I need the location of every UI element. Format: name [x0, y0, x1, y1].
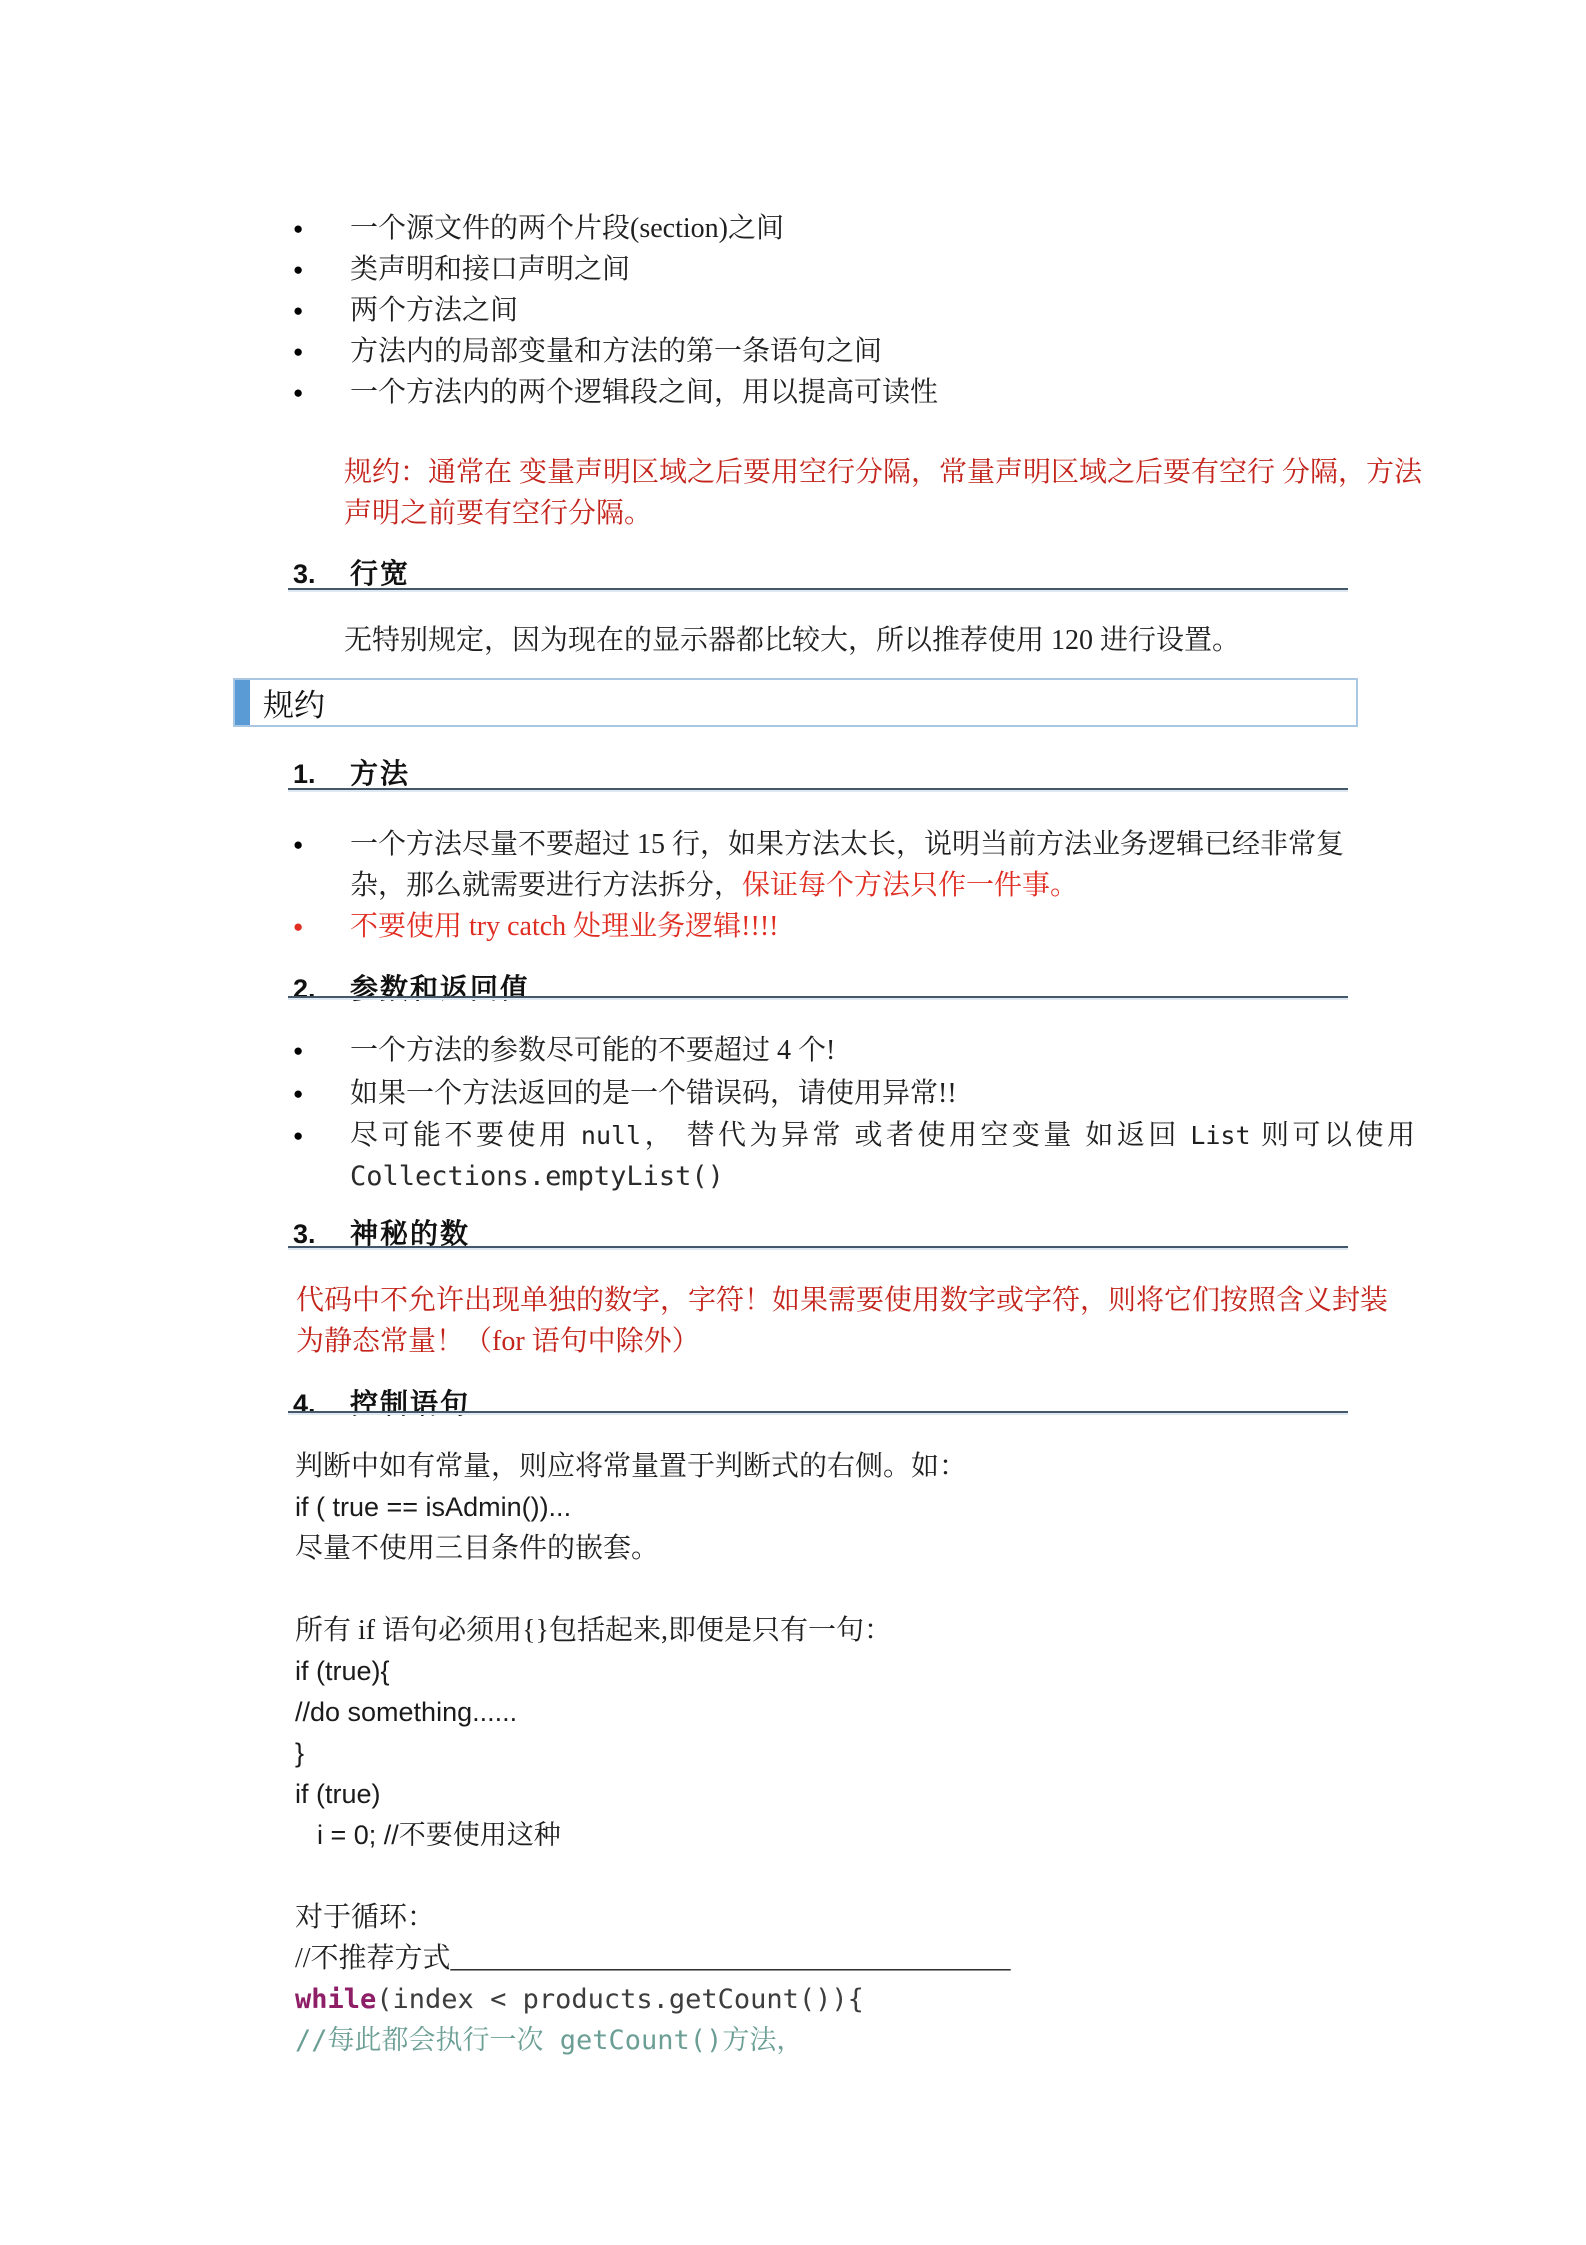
method-rule-item — [293, 824, 1370, 906]
chapter-accent-bar — [235, 680, 250, 725]
section-heading-params — [288, 972, 530, 1006]
chapter-box — [233, 678, 1358, 727]
list-item-text: 两个方法之间 — [350, 295, 519, 326]
control-line: 尽量不使用三目条件的嵌套。 — [295, 1533, 660, 1564]
section-heading-control — [288, 1387, 470, 1421]
heading-rule — [288, 996, 1348, 998]
params-rule-item — [293, 1073, 957, 1114]
magic-number-body: 代码中不允许出现单独的数字，字符！如果需要使用数字或字符，则将它们按照含义封装为静态常量！（for 语句中除外） — [296, 1285, 1389, 1357]
list-item — [293, 290, 1393, 331]
list-item-text: 方法内的局部变量和方法的第一条语句之间 — [350, 336, 883, 367]
method-rule-item — [293, 906, 778, 947]
heading-rule — [288, 788, 1348, 790]
method-rule-black: 一个方法尽量不要超过 15 行，如果方法太长，说明当前方法业务逻辑已经非常复杂，那么就需要进行方法拆分， — [350, 829, 1345, 901]
heading-rule — [288, 1411, 1348, 1413]
blank-line — [295, 1856, 1445, 1897]
list-item-text: 类声明和接口声明之间 — [350, 254, 631, 285]
code-line: if ( true == isAdmin())... — [295, 1492, 572, 1522]
control-line: 判断中如有常量，则应将常量置于判断式的右侧。如： — [295, 1451, 968, 1482]
code-line: //do something...... — [295, 1697, 518, 1727]
params-rule-item — [293, 1115, 1425, 1197]
code-line: if (true){ — [295, 1656, 390, 1686]
params-rule-text: 一个方法的参数尽可能的不要超过 4 个! — [350, 1035, 836, 1066]
section-title: 方法 — [350, 758, 411, 789]
bullet-icon: ● — [293, 1084, 304, 1103]
bullet-icon: ● — [293, 1041, 304, 1060]
while-keyword: while — [295, 1984, 377, 2015]
blank-line-rules-list — [293, 208, 1393, 413]
list-item — [293, 249, 1393, 290]
list-code: List — [1190, 1121, 1251, 1150]
section-number: 3. — [293, 1219, 316, 1249]
section-number: 3. — [293, 559, 316, 589]
bullet-icon: ● — [293, 1126, 304, 1145]
heading-rule — [288, 1246, 1348, 1248]
code-line: } — [295, 1738, 305, 1768]
list-item-text: 一个源文件的两个片段(section)之间 — [350, 213, 784, 244]
section-title: 行宽 — [350, 558, 411, 589]
control-line: 所有 if 语句必须用{}包括起来,即便是只有一句： — [295, 1615, 892, 1646]
convention-note: 规约：通常在 变量声明区域之后要用空行分隔，常量声明区域之后要有空行 分隔，方法声明之前要有空行分隔。 — [344, 457, 1423, 529]
params-rule-text — [350, 1115, 1425, 1197]
section-number: 4. — [293, 1389, 316, 1419]
bullet-icon: ● — [293, 301, 304, 320]
params-rule-text: 如果一个方法返回的是一个错误码，请使用异常!! — [350, 1078, 957, 1109]
control-body — [295, 1446, 1445, 2061]
params-rule-item — [293, 1030, 835, 1071]
chapter-title: 规约 — [263, 688, 325, 723]
section-title: 参数和返回值 — [350, 973, 531, 1004]
params-rule-line1: 尽可能不要使用 null， 替代为异常 或者使用空变量 如返回 List 则可以使用 — [350, 1120, 1415, 1151]
list-item — [293, 372, 1393, 413]
blank-line — [295, 1569, 1445, 1610]
control-line: //不推荐方式________________________________________ — [295, 1943, 1011, 1974]
while-code-line — [295, 1979, 1445, 2020]
section-title: 神秘的数 — [350, 1218, 471, 1249]
list-item — [293, 208, 1393, 249]
section-number: 2. — [293, 974, 316, 1004]
code-line: i = 0; //不要使用这种 — [317, 1820, 561, 1850]
bullet-icon: ● — [293, 342, 304, 361]
control-line: 对于循环： — [295, 1902, 436, 1933]
section-heading-method — [288, 757, 410, 791]
collections-code: Collections.emptyList() — [350, 1161, 724, 1192]
section-heading-linewidth — [288, 557, 410, 591]
code-line: if (true) — [295, 1779, 381, 1809]
bullet-icon: ● — [293, 219, 304, 238]
method-rule-red: 保证每个方法只作一件事。 — [742, 870, 1079, 901]
section-title: 控制语句 — [350, 1388, 471, 1419]
linewidth-body: 无特别规定，因为现在的显示器都比较大，所以推荐使用 120 进行设置。 — [344, 625, 1241, 656]
list-item — [293, 331, 1393, 372]
bullet-icon: ● — [293, 260, 304, 279]
method-rule-text — [350, 824, 1370, 906]
section-number: 1. — [293, 759, 316, 789]
bullet-icon: ● — [293, 917, 304, 936]
while-condition: (index < products.getCount()){ — [376, 1984, 864, 2015]
list-item-text: 一个方法内的两个逻辑段之间，用以提高可读性 — [350, 377, 939, 408]
comment-code-line: //每此都会执行一次 getCount()方法， — [295, 2025, 804, 2056]
bullet-icon: ● — [293, 835, 304, 854]
bullet-icon: ● — [293, 383, 304, 402]
null-code: null — [580, 1121, 642, 1150]
heading-rule — [288, 588, 1348, 590]
method-rule-text: 不要使用 try catch 处理业务逻辑!!!! — [350, 911, 779, 942]
